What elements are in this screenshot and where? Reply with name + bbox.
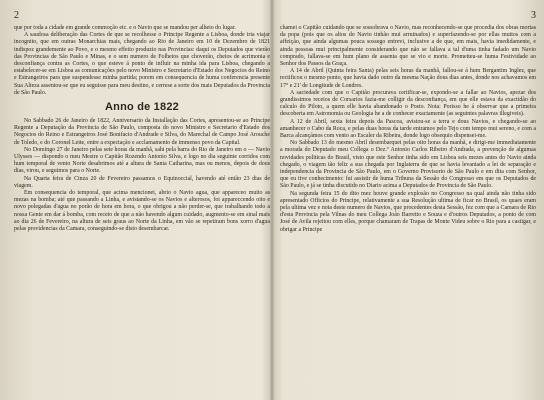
left-page (14, 10, 270, 390)
section-heading: Anno de 1822 (105, 101, 179, 114)
paragraph: Na segunda feira 15 do dito mez houve grande explosão no Congresso na qual ainda não tinha sido apresentado Officios do Principe, relativamente a sua Resolução ultima de ficar no Brasil, os quaes eram pela ultima vez e nota deste numero de Navios, que procedentes desta Sessão, fez com que a Camara de Rio d'esta Provincia pela Vilnas do meu Collega João Barretto e Souza e d'outros Deputados, a ponto de com José de Avila rejeitou com elles, porque chamaram de Trapas de Monte Videu sobre o Rio para a castigar, e obrigar a Principe (280, 190, 536, 233)
paragraph: Em consequencia do temporal, que acima mencionei, abrio o Navio agua, que appareceo muito as mezas na bomba; até que passando a Linha, e avistando-se os Navios e alterosos, foi appareccendo oito e novo polegadas d'agua no porão de hora em hora, o que obrigou a não perder-se, que trabalhando todo a nossa Gente em dar á bomba, com receio de que a não havendo algum cuidado, augmento-se em sinal mais ao dia 26 de Fevereiro, na altura de seis graus ao Norte da Linha, em vão se repetiram bons xorro d'agua pelas providencias da Camara, conseguindo-se disto desembarcar. (14, 190, 270, 233)
page-number: 3 (531, 10, 536, 21)
paragraph: Na Quarta feira de Cinza 20 de Fevereiro passamos o Equinoccial, havendo até então 23 dias de viagem. (14, 175, 270, 189)
paragraph: chamei o Capitão cuidando que se sossobrava o Navio, mas reconhecendo-se que procedia dos obras mortas da popa (pois que os altos do Navio tinhão mui arruinados) e superfazendo-se por ellas muitos com a affeição, que ainda algumas pouca sossego entrevi, inclusive a de que, em mais, havia imedidamente, e ainda pessoas mui principalmente considerando que não se fallava a tal d'uma tinha fadado um Navio comprado, fallava-se em hum plano de assenta que se vio e morte. Prometteu-se huma Festividade ao Senhor dos Passos da Graça. (280, 25, 536, 68)
page-number: 2 (14, 10, 19, 21)
paragraph: que por toda a cidade em grande commoção etc. e o Navio que se mandou per alheio do lugar. (14, 25, 236, 31)
book-gutter (270, 0, 274, 400)
paragraph: A 12 de Abril, sexta feira depois da Pascoa, avistou-se a terra e dous Navios, e chegando-se ao amanhecer o Cabo da Roca, e pelas duas horas da tarde entramos pelo Tejo com tempo mui sereno, e com a Barca alcançámos com vento ao Escaler da Ribeira, donde logo obsequio dispensei-me. (280, 118, 536, 140)
paragraph: A saudosa deliberação das Cortes de que se recolhesse o Principe Regente a Lisboa, donde iria viajar incognito, que em outras Monarchias mais, chegando ao Rio de Janeiro em 10 de Dezembro de 1821 indispoz grandemente ao Povo, e o mesmo effeito produzio nas Provincias: daqui os Deputados que vierão das Provincias de São Paulo e Minas, e o sem numero de Folhetos que choverão, cheios de acrimonia e desconfiança contra as Cortes, o que esteve á ponto de influir na minha ida para Lisboa, chegando a estabelecer-se em Lisboa as comunicações pelo novo Ministro e Secretario d'Estado dos Negocios do Reino e Estrangeiros para que suspendesse minha partida; porem em consequencia de huma conferencia presente Sua Alteza assentou-se que eu seguisse para meu destino, e cerrese a sorte dos mais Deputados da Provincia de São Paulo. (14, 32, 270, 96)
paragraph: A saciedade com que o Capitão procurava certificar-se, expondo-se a fallar ao Navios, apezar dos grandissimos receios de Corsarios fazia-me colligir da desconfiança, em que elle estava da exactidão do calculo do Piloto, a quem elle havia abandonado o Posto. Nota: Porisso he á observar que a primeira descoberta em Astronomia ou Geologia he a de conhecer exactamente (as seguintes palavras illegiveis). (280, 89, 536, 118)
paragraph: No Sabbado 26 de Janeiro de 1822, Anniversario da Installação das Cortes, apresentou-se ao Principe Regente a Deputação da Provincia de São Paulo, composta do novo Ministro e Secretario d'Estado dos Negocios do Reino e Estrangeiros José Bonifacio d'Andrade e Silva, do Marechal de Campo José Arouche de Toledo, e do Coronel Leite, entre a expectação e acclamamento de immenso povo da Capital. (14, 118, 270, 146)
paragraph: A 14 de Abril (Quinta feira Santa) pelas seis horas da manhã, fallou-se á hum Bergantim Inglez, que rectificou o mesmo ponto, que havia dado outro da mesma Nação dous dias antes, donde nos achavamos em 17° e 21' de Longitude de Londres. (280, 68, 536, 89)
paragraph: No Domingo 27 de Janeiro pelas sete horas da manhã, sahi pela barra do Rio de Janeiro em o — Navio Ulysses — dispondo o meu Mestre o Capitão Rozendo Antonio Silva, e logo no dia seguinte corridos com hum temporal de vento Norte desabrimos até a altura de Santa Catharina, mas ou menos, depois de dous dias, virou, e seguimos para o Norte. (14, 146, 270, 175)
right-page (280, 10, 536, 390)
paragraph: No Sabbado 13 do mesmo Abril desembarquei pelas oito horas da manhã, e dirigi-me immediatamente a morada do Deputado meu Collega o Dez.º Antonio Carlos Ribeiro d'Andrada, a prevenção de algumas novidades politicas do Brasil, visto que este Senhor tinha sido em Lisboa seis mezes antes do Navio ainda chegado, o viagem tão feliz a sua chegada por Inglaterra de que se havia levantado a lei de separação e independencia da Provincia de São Paulo, em o Governo Provisorio de São Paulo e em dita com Senhor, que eu tive conhecimento: fui assistir de huma Tribuna da Sessão do Congresso em que os Deputados de São Paulo, e já se tinha discutido no Diario acima a Deputados de Provincia de São Paulo. (280, 140, 536, 190)
